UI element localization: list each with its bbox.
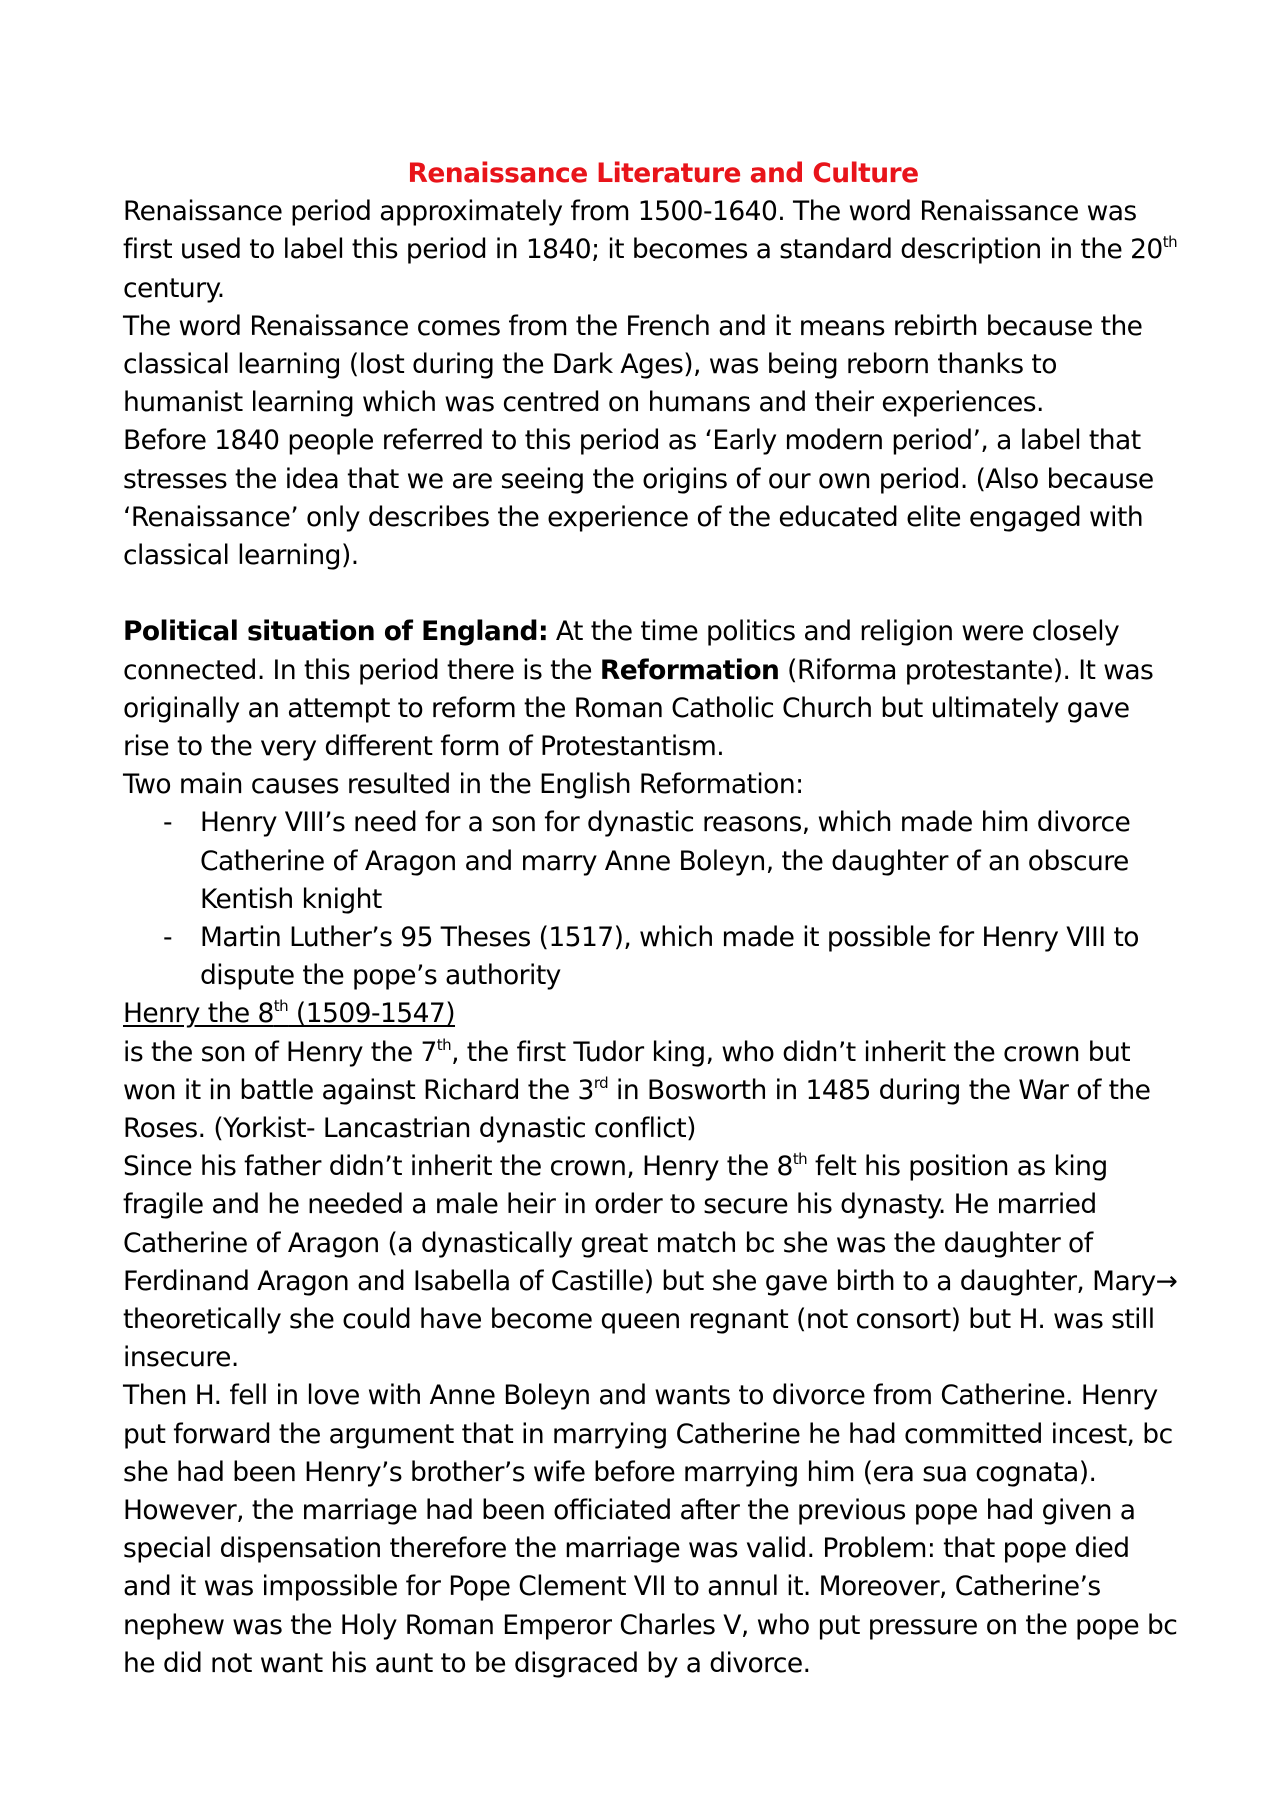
intro-p1-superscript: th bbox=[1162, 233, 1178, 252]
political-text-b: (Riforma protestante). It was originally an attempt to reform the Roman Catholic Church but ultimately gave rise to the very different form of Protestantism. bbox=[123, 654, 1154, 763]
list-item bbox=[123, 804, 1183, 919]
henry-p1-a: is the son of Henry the 7 bbox=[123, 1036, 437, 1068]
henry-heading bbox=[123, 995, 1183, 1033]
henry-p2-b: felt his position as king fragile and he needed a male heir in order to secure his dynasty. He married Catherine of Aragon (a dynastically great match bc she was the daughter of Ferdinand Aragon and Isabella of Castille) but she gave birth to a daughter, Mary bbox=[123, 1151, 1156, 1297]
intro-paragraph-1 bbox=[123, 193, 1183, 308]
arrow-icon: → bbox=[1155, 1265, 1178, 1297]
henry-heading-superscript: th bbox=[273, 997, 289, 1016]
list-item bbox=[123, 919, 1183, 995]
intro-p1-text: Renaissance period approximately from 1500-1640. The word Renaissance was first used to label this period in 1840; it becomes a standard description in the 20 bbox=[123, 196, 1163, 266]
causes-intro: Two main causes resulted in the English Reformation: bbox=[123, 769, 804, 801]
causes-list bbox=[123, 804, 1183, 995]
political-heading: Political situation of England: bbox=[123, 616, 549, 648]
henry-p1-b: , the first Tudor king, who didn’t inherit the crown but won it in battle against Richard the 3 bbox=[123, 1036, 1131, 1106]
bullet-dash: - bbox=[163, 922, 173, 954]
intro-paragraph-3: Before 1840 people referred to this period as ‘Early modern period’, a label that stresses the idea that we are seeing the origins of our own period. (Also because ‘Renaissance’ only describes the experience of the educated elite engaged with classical learning). bbox=[123, 425, 1154, 572]
political-text-a: At the time politics and religion were closely connected. In this period there is the bbox=[123, 616, 1120, 686]
political-paragraph bbox=[123, 613, 1183, 766]
list-item-text: Martin Luther’s 95 Theses (1517), which made it possible for Henry VIII to dispute the pope’s authority bbox=[200, 922, 1139, 992]
henry-heading-a: Henry the 8 bbox=[123, 998, 274, 1030]
list-item-text: Henry VIII’s need for a son for dynastic reasons, which made him divorce Catherine of Aragon and marry Anne Boleyn, the daughter of an obscure Kentish knight bbox=[200, 807, 1131, 915]
intro-paragraph-2: The word Renaissance comes from the French and it means rebirth because the classical learning (lost during the Dark Ages), was being reborn thanks to humanist learning which was centred on humans and their experiences. bbox=[123, 310, 1143, 419]
document-title: Renaissance Literature and Culture bbox=[407, 158, 919, 189]
blank-line bbox=[123, 575, 1183, 613]
bullet-dash: - bbox=[163, 807, 173, 839]
reformation-term: Reformation bbox=[599, 654, 780, 686]
henry-p1-c: in Bosworth in 1485 during the War of the Roses. (Yorkist- Lancastrian dynastic conflict) bbox=[123, 1074, 1151, 1145]
henry-paragraph-1 bbox=[123, 1034, 1183, 1149]
henry-paragraph-3: Then H. fell in love with Anne Boleyn and wants to divorce from Catherine. Henry put forward the argument that in marrying Catherine he had committed incest, bc she had been Henry’s brother’s wife before marrying him (era sua cognata). However, the marriage had been officiated after the previous pope had given a special dispensation therefore the marriage was valid. Problem: that pope died and it was impossible for Pope Clement VII to annul it. Moreover, Catherine’s nephew was the Holy Roman Emperor Charles V, who put pressure on the pope bc he did not want his aunt to be disgraced by a divorce. bbox=[123, 1380, 1178, 1679]
henry-p1-sup1: th bbox=[436, 1035, 452, 1054]
henry-heading-b: (1509-1547) bbox=[288, 998, 456, 1030]
intro-p1-end: century. bbox=[123, 272, 225, 304]
henry-p2-a: Since his father didn’t inherit the crown, Henry the 8 bbox=[123, 1151, 793, 1183]
henry-p2-c: theoretically she could have become queen regnant (not consort) but H. was still insecure. bbox=[123, 1304, 1155, 1374]
henry-p2-sup: th bbox=[792, 1150, 808, 1169]
henry-paragraph-2 bbox=[123, 1148, 1183, 1377]
document-body bbox=[123, 155, 1183, 1683]
henry-p1-sup2: rd bbox=[593, 1073, 609, 1092]
